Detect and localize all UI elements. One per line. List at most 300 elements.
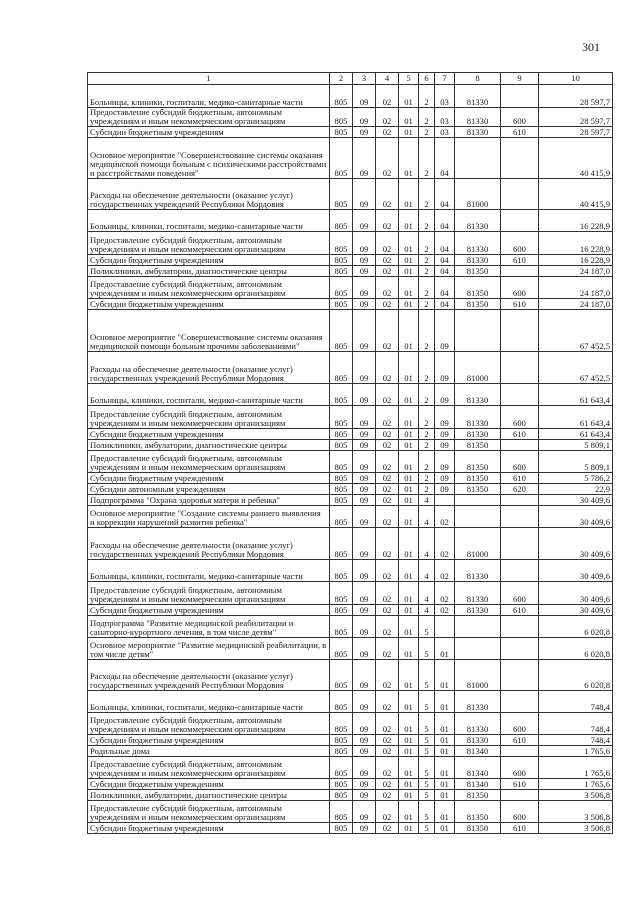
- subsection-code-cell: 02: [376, 713, 399, 735]
- activity-code-cell: 04: [435, 266, 455, 277]
- section-code-cell: 09: [353, 735, 376, 746]
- table-row: [88, 406, 613, 429]
- expense-type-code-cell: [501, 616, 539, 638]
- direction-code-cell: 81330: [455, 735, 501, 746]
- subsection-code-cell: 02: [376, 616, 399, 638]
- row-name-cell: Расходы на обеспечение деятельности (оказание услуг) государственных учреждений Республики Мордовия: [88, 528, 330, 560]
- amount-cell: 30 409,6: [539, 528, 613, 560]
- direction-code-cell: 81350: [455, 473, 501, 484]
- program-code-cell: 01: [399, 232, 419, 255]
- expense-type-code-cell: [501, 352, 539, 384]
- subprogram-code-cell: 5: [419, 638, 435, 660]
- admin-code-cell: 805: [330, 746, 353, 757]
- admin-code-cell: 805: [330, 299, 353, 310]
- admin-code-cell: 805: [330, 660, 353, 691]
- row-name-cell: Субсидии бюджетным учреждениям: [88, 779, 330, 790]
- expense-type-code-cell: 600: [501, 582, 539, 605]
- section-code-cell: 09: [353, 779, 376, 790]
- admin-code-cell: 805: [330, 528, 353, 560]
- section-code-cell: 09: [353, 506, 376, 528]
- section-code-cell: 09: [353, 495, 376, 506]
- row-name-cell: Предоставление субсидий бюджетным, автономным учреждениям и иным некоммерческим организациям: [88, 451, 330, 473]
- program-code-cell: 01: [399, 473, 419, 484]
- row-name-cell: Подпрограмма "Охрана здоровья матери и ребенка": [88, 495, 330, 506]
- amount-cell: 40 415,9: [539, 138, 613, 179]
- expense-type-code-cell: [501, 179, 539, 210]
- table-row: [88, 108, 613, 127]
- amount-cell: 61 643,4: [539, 384, 613, 406]
- section-code-cell: 09: [353, 823, 376, 834]
- subsection-code-cell: 02: [376, 560, 399, 582]
- activity-code-cell: 09: [435, 352, 455, 384]
- expense-type-code-cell: 610: [501, 779, 539, 790]
- budget-table: [87, 72, 613, 834]
- row-name-cell: Основное мероприятие "Совершенствование системы оказания медицинской помощи больным прочими заболеваниями": [88, 310, 330, 352]
- subsection-code-cell: 02: [376, 440, 399, 451]
- admin-code-cell: 805: [330, 691, 353, 713]
- program-code-cell: 01: [399, 713, 419, 735]
- subprogram-code-cell: 5: [419, 746, 435, 757]
- admin-code-cell: 805: [330, 605, 353, 616]
- expense-type-code-cell: [501, 790, 539, 801]
- amount-cell: 30 409,6: [539, 506, 613, 528]
- direction-code-cell: 81000: [455, 179, 501, 210]
- expense-type-code-cell: 620: [501, 484, 539, 495]
- program-code-cell: 01: [399, 801, 419, 823]
- subsection-code-cell: 02: [376, 528, 399, 560]
- table-row: [88, 528, 613, 560]
- activity-code-cell: 02: [435, 582, 455, 605]
- program-code-cell: 01: [399, 440, 419, 451]
- row-name-cell: Предоставление субсидий бюджетным, автономным учреждениям и иным некоммерческим организациям: [88, 713, 330, 735]
- program-code-cell: 01: [399, 310, 419, 352]
- direction-code-cell: 81350: [455, 440, 501, 451]
- activity-code-cell: 09: [435, 429, 455, 440]
- amount-cell: 748,4: [539, 691, 613, 713]
- subsection-code-cell: 02: [376, 255, 399, 266]
- expense-type-code-cell: [501, 506, 539, 528]
- program-code-cell: 01: [399, 384, 419, 406]
- amount-cell: 28 597,7: [539, 108, 613, 127]
- activity-code-cell: 09: [435, 451, 455, 473]
- section-code-cell: 09: [353, 429, 376, 440]
- section-code-cell: 09: [353, 384, 376, 406]
- table-row: [88, 232, 613, 255]
- subsection-code-cell: 02: [376, 310, 399, 352]
- program-code-cell: 01: [399, 429, 419, 440]
- admin-code-cell: 805: [330, 582, 353, 605]
- subprogram-code-cell: 2: [419, 299, 435, 310]
- expense-type-code-cell: 610: [501, 299, 539, 310]
- program-code-cell: 01: [399, 108, 419, 127]
- section-code-cell: 09: [353, 790, 376, 801]
- row-name-cell: Поликлиники, амбулатории, диагностические центры: [88, 266, 330, 277]
- admin-code-cell: 805: [330, 506, 353, 528]
- direction-code-cell: 81350: [455, 801, 501, 823]
- table-row: [88, 746, 613, 757]
- row-name-cell: Предоставление субсидий бюджетным, автономным учреждениям и иным некоммерческим организациям: [88, 582, 330, 605]
- table-row: [88, 506, 613, 528]
- amount-cell: 30 409,6: [539, 560, 613, 582]
- subprogram-code-cell: 2: [419, 384, 435, 406]
- row-name-cell: Расходы на обеспечение деятельности (оказание услуг) государственных учреждений Республики Мордовия: [88, 179, 330, 210]
- activity-code-cell: 01: [435, 713, 455, 735]
- amount-cell: 748,4: [539, 735, 613, 746]
- section-code-cell: 09: [353, 255, 376, 266]
- row-name-cell: Больницы, клиники, госпитали, медико-санитарные части: [88, 691, 330, 713]
- program-code-cell: 01: [399, 352, 419, 384]
- activity-code-cell: 04: [435, 138, 455, 179]
- direction-code-cell: 81330: [455, 85, 501, 108]
- section-code-cell: 09: [353, 352, 376, 384]
- program-code-cell: 01: [399, 582, 419, 605]
- section-code-cell: 09: [353, 691, 376, 713]
- admin-code-cell: 805: [330, 266, 353, 277]
- section-code-cell: 09: [353, 127, 376, 138]
- direction-code-cell: 81350: [455, 277, 501, 299]
- section-code-cell: 09: [353, 310, 376, 352]
- activity-code-cell: 09: [435, 473, 455, 484]
- program-code-cell: 01: [399, 660, 419, 691]
- direction-code-cell: [455, 506, 501, 528]
- table-row: [88, 138, 613, 179]
- admin-code-cell: 805: [330, 108, 353, 127]
- amount-cell: 16 228,9: [539, 255, 613, 266]
- admin-code-cell: 805: [330, 473, 353, 484]
- column-header: 2: [330, 73, 353, 85]
- activity-code-cell: 02: [435, 605, 455, 616]
- admin-code-cell: 805: [330, 713, 353, 735]
- direction-code-cell: 81330: [455, 582, 501, 605]
- row-name-cell: Предоставление субсидий бюджетным, автономным учреждениям и иным некоммерческим организациям: [88, 406, 330, 429]
- row-name-cell: Больницы, клиники, госпитали, медико-санитарные части: [88, 560, 330, 582]
- subprogram-code-cell: 2: [419, 277, 435, 299]
- program-code-cell: 01: [399, 451, 419, 473]
- subsection-code-cell: 02: [376, 138, 399, 179]
- expense-type-code-cell: [501, 440, 539, 451]
- subprogram-code-cell: 2: [419, 484, 435, 495]
- admin-code-cell: 805: [330, 85, 353, 108]
- amount-cell: 67 452,5: [539, 310, 613, 352]
- activity-code-cell: 09: [435, 384, 455, 406]
- expense-type-code-cell: 600: [501, 451, 539, 473]
- program-code-cell: 01: [399, 757, 419, 779]
- expense-type-code-cell: 610: [501, 605, 539, 616]
- activity-code-cell: 02: [435, 506, 455, 528]
- expense-type-code-cell: 610: [501, 823, 539, 834]
- amount-cell: 61 643,4: [539, 429, 613, 440]
- subsection-code-cell: 02: [376, 691, 399, 713]
- expense-type-code-cell: [501, 310, 539, 352]
- column-header: 4: [376, 73, 399, 85]
- subprogram-code-cell: 5: [419, 790, 435, 801]
- row-name-cell: Родильные дома: [88, 746, 330, 757]
- activity-code-cell: [435, 495, 455, 506]
- row-name-cell: Субсидии бюджетным учреждениям: [88, 127, 330, 138]
- direction-code-cell: 81000: [455, 352, 501, 384]
- program-code-cell: 01: [399, 638, 419, 660]
- subsection-code-cell: 02: [376, 473, 399, 484]
- column-header: 1: [88, 73, 330, 85]
- amount-cell: 1 765,6: [539, 779, 613, 790]
- amount-cell: 28 597,7: [539, 85, 613, 108]
- activity-code-cell: 01: [435, 757, 455, 779]
- program-code-cell: 01: [399, 127, 419, 138]
- subsection-code-cell: 02: [376, 746, 399, 757]
- amount-cell: 24 187,0: [539, 299, 613, 310]
- subprogram-code-cell: 2: [419, 310, 435, 352]
- program-code-cell: 01: [399, 406, 419, 429]
- amount-cell: 16 228,9: [539, 210, 613, 232]
- section-code-cell: 09: [353, 85, 376, 108]
- activity-code-cell: 04: [435, 179, 455, 210]
- direction-code-cell: 81330: [455, 384, 501, 406]
- program-code-cell: 01: [399, 299, 419, 310]
- admin-code-cell: 805: [330, 757, 353, 779]
- admin-code-cell: 805: [330, 801, 353, 823]
- direction-code-cell: 81350: [455, 790, 501, 801]
- table-row: [88, 127, 613, 138]
- subprogram-code-cell: 5: [419, 616, 435, 638]
- subprogram-code-cell: 2: [419, 352, 435, 384]
- subsection-code-cell: 02: [376, 605, 399, 616]
- activity-code-cell: 01: [435, 691, 455, 713]
- table-row: [88, 823, 613, 834]
- row-name-cell: Больницы, клиники, госпитали, медико-санитарные части: [88, 85, 330, 108]
- subprogram-code-cell: 4: [419, 528, 435, 560]
- direction-code-cell: [455, 138, 501, 179]
- section-code-cell: 09: [353, 638, 376, 660]
- section-code-cell: 09: [353, 605, 376, 616]
- direction-code-cell: [455, 638, 501, 660]
- direction-code-cell: [455, 616, 501, 638]
- activity-code-cell: 02: [435, 560, 455, 582]
- row-name-cell: Предоставление субсидий бюджетным, автономным учреждениям и иным некоммерческим организациям: [88, 108, 330, 127]
- expense-type-code-cell: [501, 210, 539, 232]
- subprogram-code-cell: 4: [419, 560, 435, 582]
- table-row: [88, 277, 613, 299]
- admin-code-cell: 805: [330, 735, 353, 746]
- expense-type-code-cell: 610: [501, 127, 539, 138]
- table-row: [88, 429, 613, 440]
- program-code-cell: 01: [399, 528, 419, 560]
- table-row: [88, 757, 613, 779]
- amount-cell: 30 409,6: [539, 582, 613, 605]
- amount-cell: 67 452,5: [539, 352, 613, 384]
- section-code-cell: 09: [353, 660, 376, 691]
- direction-code-cell: 81350: [455, 484, 501, 495]
- row-name-cell: Поликлиники, амбулатории, диагностические центры: [88, 790, 330, 801]
- expense-type-code-cell: 600: [501, 801, 539, 823]
- table-row: [88, 451, 613, 473]
- admin-code-cell: 805: [330, 384, 353, 406]
- amount-cell: 6 020,8: [539, 660, 613, 691]
- table-row: [88, 495, 613, 506]
- subsection-code-cell: 02: [376, 451, 399, 473]
- direction-code-cell: 81340: [455, 746, 501, 757]
- subprogram-code-cell: 2: [419, 108, 435, 127]
- amount-cell: 6 020,8: [539, 638, 613, 660]
- table-row: [88, 85, 613, 108]
- table-row: [88, 660, 613, 691]
- activity-code-cell: 04: [435, 277, 455, 299]
- subsection-code-cell: 02: [376, 757, 399, 779]
- admin-code-cell: 805: [330, 638, 353, 660]
- expense-type-code-cell: 600: [501, 277, 539, 299]
- table-row: [88, 484, 613, 495]
- amount-cell: 24 187,0: [539, 277, 613, 299]
- direction-code-cell: 81350: [455, 451, 501, 473]
- subsection-code-cell: 02: [376, 108, 399, 127]
- expense-type-code-cell: 610: [501, 735, 539, 746]
- table-row: [88, 210, 613, 232]
- admin-code-cell: 805: [330, 277, 353, 299]
- direction-code-cell: 81340: [455, 779, 501, 790]
- table-row: [88, 691, 613, 713]
- subprogram-code-cell: 2: [419, 127, 435, 138]
- program-code-cell: 01: [399, 790, 419, 801]
- subprogram-code-cell: 4: [419, 506, 435, 528]
- subprogram-code-cell: 5: [419, 660, 435, 691]
- row-name-cell: Подпрограмма "Развитие медицинской реабилитации и санаторно-курортного лечения, в том числе детям": [88, 616, 330, 638]
- admin-code-cell: 805: [330, 255, 353, 266]
- program-code-cell: 01: [399, 255, 419, 266]
- row-name-cell: Субсидии бюджетным учреждениям: [88, 735, 330, 746]
- subsection-code-cell: 02: [376, 85, 399, 108]
- subprogram-code-cell: 2: [419, 451, 435, 473]
- direction-code-cell: 81330: [455, 210, 501, 232]
- row-name-cell: Субсидии бюджетным учреждениям: [88, 255, 330, 266]
- row-name-cell: Основное мероприятие "Развитие медицинской реабилитации, в том числе детям": [88, 638, 330, 660]
- subprogram-code-cell: 4: [419, 582, 435, 605]
- activity-code-cell: 09: [435, 484, 455, 495]
- activity-code-cell: 01: [435, 746, 455, 757]
- section-code-cell: 09: [353, 108, 376, 127]
- expense-type-code-cell: [501, 138, 539, 179]
- row-name-cell: Больницы, клиники, госпитали, медико-санитарные части: [88, 384, 330, 406]
- admin-code-cell: 805: [330, 495, 353, 506]
- admin-code-cell: 805: [330, 560, 353, 582]
- expense-type-code-cell: [501, 660, 539, 691]
- subsection-code-cell: 02: [376, 429, 399, 440]
- table-row: [88, 638, 613, 660]
- row-name-cell: Субсидии бюджетным учреждениям: [88, 299, 330, 310]
- activity-code-cell: 01: [435, 660, 455, 691]
- subsection-code-cell: 02: [376, 384, 399, 406]
- column-header: 3: [353, 73, 376, 85]
- activity-code-cell: 09: [435, 406, 455, 429]
- direction-code-cell: 81350: [455, 266, 501, 277]
- subsection-code-cell: 02: [376, 790, 399, 801]
- subsection-code-cell: 02: [376, 352, 399, 384]
- expense-type-code-cell: 600: [501, 232, 539, 255]
- subsection-code-cell: 02: [376, 266, 399, 277]
- activity-code-cell: 09: [435, 440, 455, 451]
- table-row: [88, 384, 613, 406]
- activity-code-cell: [435, 616, 455, 638]
- expense-type-code-cell: [501, 384, 539, 406]
- activity-code-cell: 01: [435, 801, 455, 823]
- table-body: [88, 85, 613, 834]
- amount-cell: 3 506,8: [539, 801, 613, 823]
- row-name-cell: Расходы на обеспечение деятельности (оказание услуг) государственных учреждений Республики Мордовия: [88, 660, 330, 691]
- amount-cell: 30 409,6: [539, 605, 613, 616]
- subsection-code-cell: 02: [376, 582, 399, 605]
- table-row: [88, 266, 613, 277]
- expense-type-code-cell: [501, 495, 539, 506]
- program-code-cell: 01: [399, 506, 419, 528]
- direction-code-cell: 81350: [455, 299, 501, 310]
- amount-cell: 40 415,9: [539, 179, 613, 210]
- subprogram-code-cell: 2: [419, 266, 435, 277]
- table-row: [88, 605, 613, 616]
- section-code-cell: 09: [353, 616, 376, 638]
- admin-code-cell: 805: [330, 210, 353, 232]
- program-code-cell: 01: [399, 138, 419, 179]
- section-code-cell: 09: [353, 210, 376, 232]
- activity-code-cell: 04: [435, 232, 455, 255]
- direction-code-cell: 81330: [455, 406, 501, 429]
- admin-code-cell: 805: [330, 616, 353, 638]
- admin-code-cell: 805: [330, 352, 353, 384]
- expense-type-code-cell: [501, 560, 539, 582]
- program-code-cell: 01: [399, 735, 419, 746]
- direction-code-cell: [455, 495, 501, 506]
- subprogram-code-cell: 5: [419, 757, 435, 779]
- direction-code-cell: 81330: [455, 232, 501, 255]
- subprogram-code-cell: 4: [419, 495, 435, 506]
- program-code-cell: 01: [399, 616, 419, 638]
- table-row: [88, 255, 613, 266]
- program-code-cell: 01: [399, 495, 419, 506]
- subsection-code-cell: 02: [376, 735, 399, 746]
- table-header-row: [88, 73, 613, 85]
- direction-code-cell: 81330: [455, 108, 501, 127]
- activity-code-cell: 01: [435, 735, 455, 746]
- subprogram-code-cell: 4: [419, 605, 435, 616]
- amount-cell: 5 786,2: [539, 473, 613, 484]
- section-code-cell: 09: [353, 406, 376, 429]
- subsection-code-cell: 02: [376, 495, 399, 506]
- subsection-code-cell: 02: [376, 638, 399, 660]
- direction-code-cell: 81330: [455, 713, 501, 735]
- table-row: [88, 735, 613, 746]
- subprogram-code-cell: 5: [419, 823, 435, 834]
- row-name-cell: Субсидии бюджетным учреждениям: [88, 823, 330, 834]
- direction-code-cell: 81330: [455, 127, 501, 138]
- activity-code-cell: 03: [435, 108, 455, 127]
- subsection-code-cell: 02: [376, 506, 399, 528]
- amount-cell: 1 765,6: [539, 746, 613, 757]
- admin-code-cell: 805: [330, 823, 353, 834]
- table-row: [88, 473, 613, 484]
- admin-code-cell: 805: [330, 406, 353, 429]
- admin-code-cell: 805: [330, 429, 353, 440]
- program-code-cell: 01: [399, 779, 419, 790]
- program-code-cell: 01: [399, 746, 419, 757]
- table-row: [88, 779, 613, 790]
- admin-code-cell: 805: [330, 127, 353, 138]
- row-name-cell: Субсидии бюджетным учреждениям: [88, 605, 330, 616]
- section-code-cell: 09: [353, 451, 376, 473]
- activity-code-cell: 01: [435, 823, 455, 834]
- program-code-cell: 01: [399, 85, 419, 108]
- amount-cell: 5 809,1: [539, 440, 613, 451]
- row-name-cell: Больницы, клиники, госпитали, медико-санитарные части: [88, 210, 330, 232]
- direction-code-cell: 81330: [455, 429, 501, 440]
- subsection-code-cell: 02: [376, 179, 399, 210]
- activity-code-cell: 04: [435, 210, 455, 232]
